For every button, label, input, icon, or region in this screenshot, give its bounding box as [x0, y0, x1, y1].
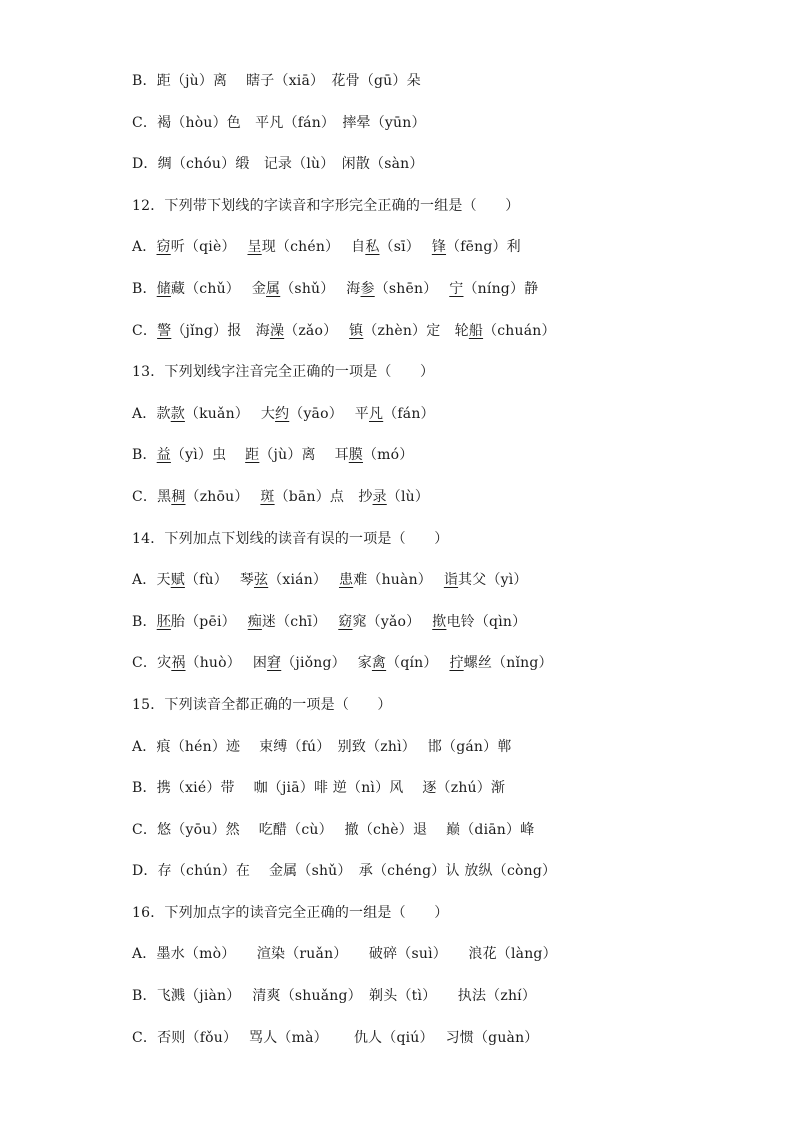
- underlined-character: 祸: [171, 655, 186, 672]
- text-segment: （xián）: [268, 572, 339, 589]
- question-stem: [132, 526, 794, 568]
- underlined-character: 斑: [260, 488, 275, 505]
- text-segment: 16．下列加点字的读音完全正确的一组是（ ）: [132, 904, 449, 921]
- text-segment: （zhèn）定 轮: [363, 322, 469, 339]
- answer-option: [132, 983, 794, 1025]
- question-stem: [132, 193, 794, 235]
- text-segment: 难（huàn）: [353, 572, 444, 589]
- answer-option: [132, 484, 794, 526]
- text-segment: 胎（pēi）: [170, 613, 248, 630]
- text-segment: C．灾: [132, 655, 172, 672]
- question-stem: [132, 692, 794, 734]
- underlined-character: 录: [372, 488, 387, 505]
- answer-option: [132, 318, 794, 360]
- text-segment: （sī）: [379, 239, 432, 256]
- underlined-character: 约: [275, 405, 290, 422]
- answer-option: [132, 817, 794, 859]
- underlined-character: 镇: [349, 322, 364, 339]
- underlined-character: 澡: [269, 322, 285, 339]
- text-segment: C．悠（yōu）然 吃醋（cù） 撤（chè）退 巅（diān）峰: [132, 821, 535, 838]
- text-segment: （yāo） 平: [289, 405, 369, 422]
- underlined-character: 稠: [171, 488, 186, 505]
- question-stem: [132, 359, 794, 401]
- text-segment: 14．下列加点下划线的读音有误的一项是（ ）: [132, 530, 449, 547]
- text-segment: （mó）: [362, 447, 414, 464]
- question-stem: [132, 900, 794, 942]
- answer-option: [132, 276, 794, 318]
- underlined-character: 锋: [431, 239, 447, 256]
- text-segment: 听（qiè）: [170, 239, 248, 256]
- text-segment: （zǎo）: [284, 322, 350, 339]
- underlined-character: 弦: [253, 572, 269, 589]
- underlined-character: 窈: [338, 613, 353, 630]
- underlined-character: 赋: [170, 572, 185, 589]
- answer-option: [132, 941, 794, 983]
- text-segment: B．距（jù）离 瞎子（xiā） 花骨（gū）朵: [132, 73, 421, 89]
- answer-option: [132, 401, 794, 443]
- text-segment: C．: [132, 322, 158, 339]
- text-segment: 12．下列带下划线的字读音和字形完全正确的一组是（ ）: [132, 197, 520, 214]
- text-segment: （yì）虫: [170, 447, 246, 464]
- answer-option: [132, 442, 794, 484]
- underlined-character: 警: [157, 322, 172, 339]
- text-segment: A．墨水（mò） 渲染（ruǎn） 破碎（suì） 浪花（làng）: [132, 946, 557, 963]
- answer-option: [132, 858, 794, 900]
- text-segment: A．: [132, 239, 157, 256]
- underlined-character: 属: [266, 280, 281, 297]
- underlined-character: 拧: [449, 655, 464, 672]
- text-segment: B．: [132, 447, 157, 464]
- text-segment: 藏（chǔ） 金: [170, 280, 267, 297]
- underlined-character: 距: [245, 447, 260, 464]
- text-segment: 电铃（qìn）: [446, 613, 527, 630]
- answer-option: [132, 734, 794, 776]
- underlined-character: 船: [468, 322, 484, 339]
- underlined-character: 呈: [247, 239, 262, 256]
- text-segment: C．否则（fǒu） 骂人（mà） 仇人（qiú） 习惯（guàn）: [132, 1029, 539, 1046]
- text-segment: 现（chén） 自: [261, 239, 366, 256]
- underlined-character: 私: [365, 239, 380, 256]
- underlined-character: 储: [156, 280, 171, 297]
- text-segment: 15．下列读音全都正确的一项是（ ）: [132, 696, 392, 713]
- answer-option: [132, 609, 794, 651]
- underlined-character: 揿: [432, 613, 447, 630]
- text-segment: 螺丝（nǐng）: [463, 655, 553, 672]
- text-segment: D．绸（chóu）缎 记录（lù） 闲散（sàn）: [132, 156, 424, 173]
- answer-option: [132, 775, 794, 817]
- underlined-character: 窘: [267, 655, 282, 672]
- underlined-character: 益: [156, 447, 171, 464]
- text-segment: （zhōu）: [185, 488, 261, 505]
- text-segment: （fán）: [383, 405, 435, 422]
- text-segment: B．携（xié）带 咖（jiā）啡 逆（nì）风 逐（zhú）渐: [132, 780, 506, 797]
- underlined-character: 窃: [156, 239, 171, 256]
- text-segment: C．黑: [132, 488, 172, 505]
- text-segment: B．: [132, 280, 157, 297]
- text-segment: 其父（yì）: [458, 572, 528, 589]
- answer-option: [132, 234, 794, 276]
- text-segment: （shēn）: [374, 280, 450, 297]
- text-segment: （fù） 琴: [184, 572, 254, 589]
- text-segment: （qín）: [386, 655, 450, 672]
- text-segment: D．存（chún）在 金属（shǔ） 承（chéng）认 放纵（còng）: [132, 863, 557, 880]
- text-segment: 迷（chī）: [261, 613, 339, 630]
- text-segment: （huò） 困: [185, 655, 268, 672]
- underlined-character: 凡: [369, 405, 384, 422]
- answer-option: [132, 68, 794, 110]
- underlined-character: 宁: [449, 280, 464, 297]
- text-segment: B．: [132, 613, 157, 630]
- answer-option: [132, 110, 794, 152]
- text-segment: （jù）离 耳: [259, 447, 349, 464]
- answer-option: [132, 1025, 794, 1067]
- text-segment: A．天: [132, 572, 171, 589]
- underlined-character: 款: [170, 405, 185, 422]
- text-segment: B．飞溅（jiàn） 清爽（shuǎng） 剃头（tì） 执法（zhí）: [132, 988, 537, 1005]
- answer-option: [132, 567, 794, 609]
- underlined-character: 膜: [348, 447, 363, 464]
- text-segment: （bān）点 抄: [274, 488, 373, 505]
- text-segment: A．款: [132, 405, 171, 422]
- underlined-character: 患: [338, 572, 354, 589]
- answer-option: [132, 151, 794, 193]
- answer-option: [132, 650, 794, 692]
- text-segment: 13．下列划线字注音完全正确的一项是（ ）: [132, 364, 435, 381]
- text-segment: （jiǒng） 家: [281, 655, 372, 672]
- text-segment: C．褐（hòu）色 平凡（fán） 摔晕（yūn）: [132, 114, 426, 131]
- underlined-character: 胚: [156, 613, 171, 630]
- text-segment: （jǐng）报 海: [171, 322, 270, 339]
- text-segment: A．痕（hén）迹 束缚（fú） 别致（zhì） 邯（gán）郸: [132, 738, 512, 755]
- text-segment: （chuán）: [483, 322, 556, 339]
- text-segment: （shǔ） 海: [280, 280, 361, 297]
- underlined-character: 参: [360, 280, 375, 297]
- underlined-character: 诣: [443, 572, 459, 589]
- text-segment: 窕（yǎo）: [352, 613, 433, 630]
- text-segment: （níng）静: [463, 280, 539, 297]
- underlined-character: 痴: [247, 613, 262, 630]
- text-segment: （lù）: [386, 488, 430, 505]
- text-segment: （kuǎn） 大: [184, 405, 276, 422]
- text-segment: （fēng）利: [446, 239, 521, 256]
- underlined-character: 禽: [371, 655, 387, 672]
